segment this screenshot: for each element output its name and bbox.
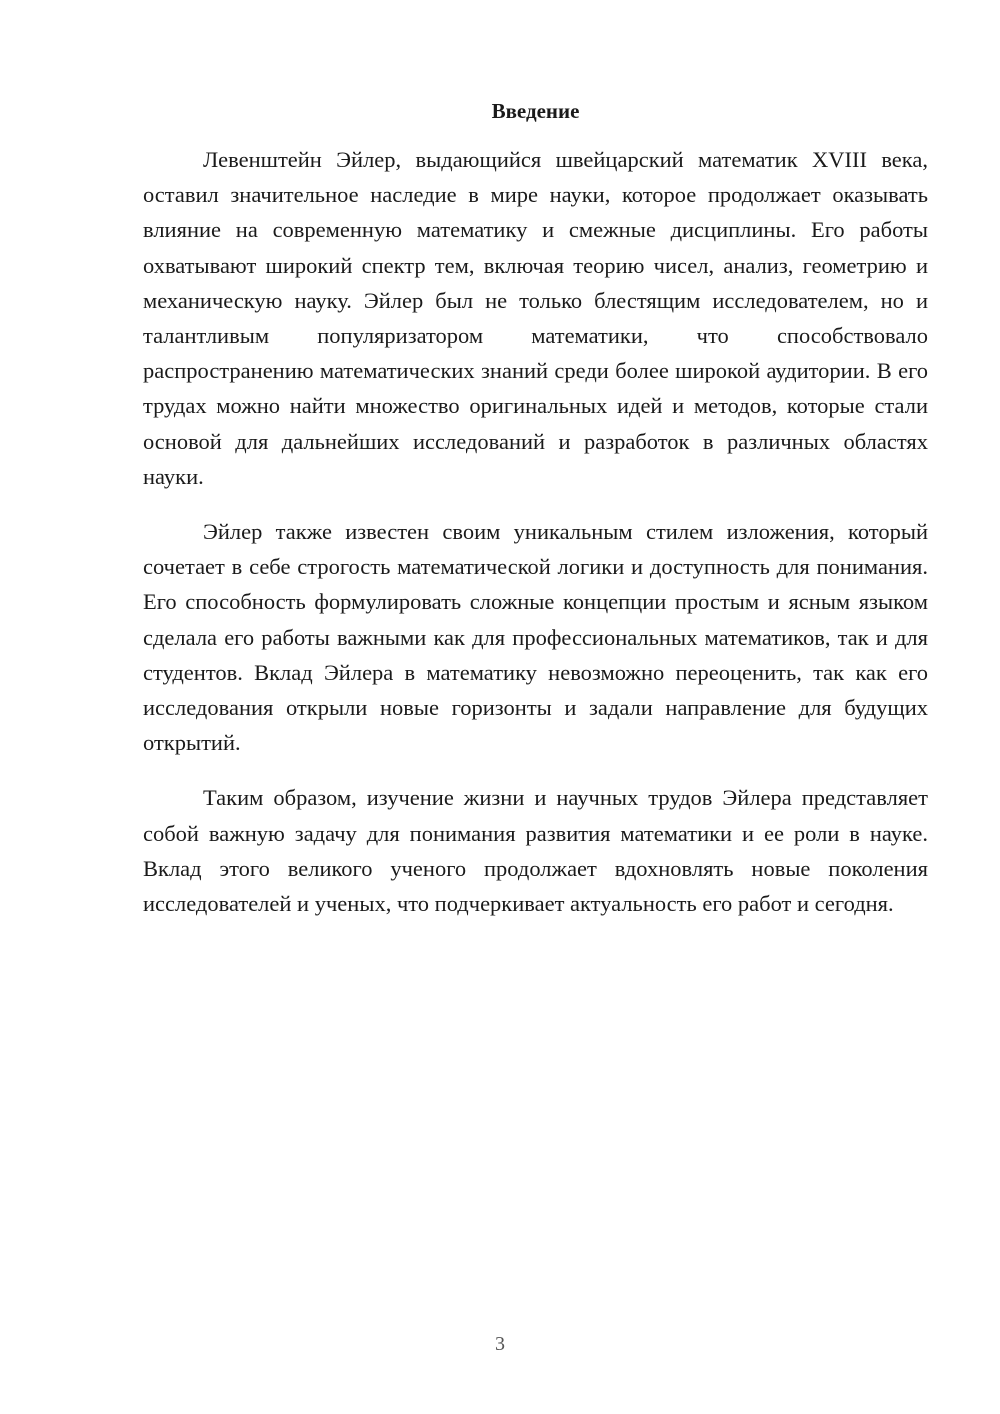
page-number: 3 (495, 1333, 505, 1355)
body-text (143, 142, 928, 941)
section-heading: Введение (491, 99, 580, 123)
paragraph-1: Левенштейн Эйлер, выдающийся швейцарский математик XVIII века, оставил значительное наследие в мире науки, которое продолжает оказывать влияние на современную математику и смежные дисциплины. Его работы охватывают широкий спектр тем, включая теорию чисел, анализ, геометрию и механическую науку. Эйлер был не только блестящим исследователем, но и талантливым популяризатором математики, что способствовало распространению математических знаний среди более широкой аудитории. В его трудах можно найти множество оригинальных идей и методов, которые стали основой для дальнейших исследований и разработок в различных областях науки. (143, 147, 928, 489)
paragraph-3: Таким образом, изучение жизни и научных трудов Эйлера представляет собой важную задачу для понимания развития математики и ее роли в науке. Вклад этого великого ученого продолжает вдохновлять новые поколения исследователей и ученых, что подчеркивает актуальность его работ и сегодня. (143, 785, 928, 917)
paragraph-2: Эйлер также известен своим уникальным стилем изложения, который сочетает в себе строгость математической логики и доступность для понимания. Его способность формулировать сложные концепции простым и ясным языком сделала его работы важными как для профессиональных математиков, так и для студентов. Вклад Эйлера в математику невозможно переоценить, так как его исследования открыли новые горизонты и задали направление для будущих открытий. (143, 519, 928, 756)
